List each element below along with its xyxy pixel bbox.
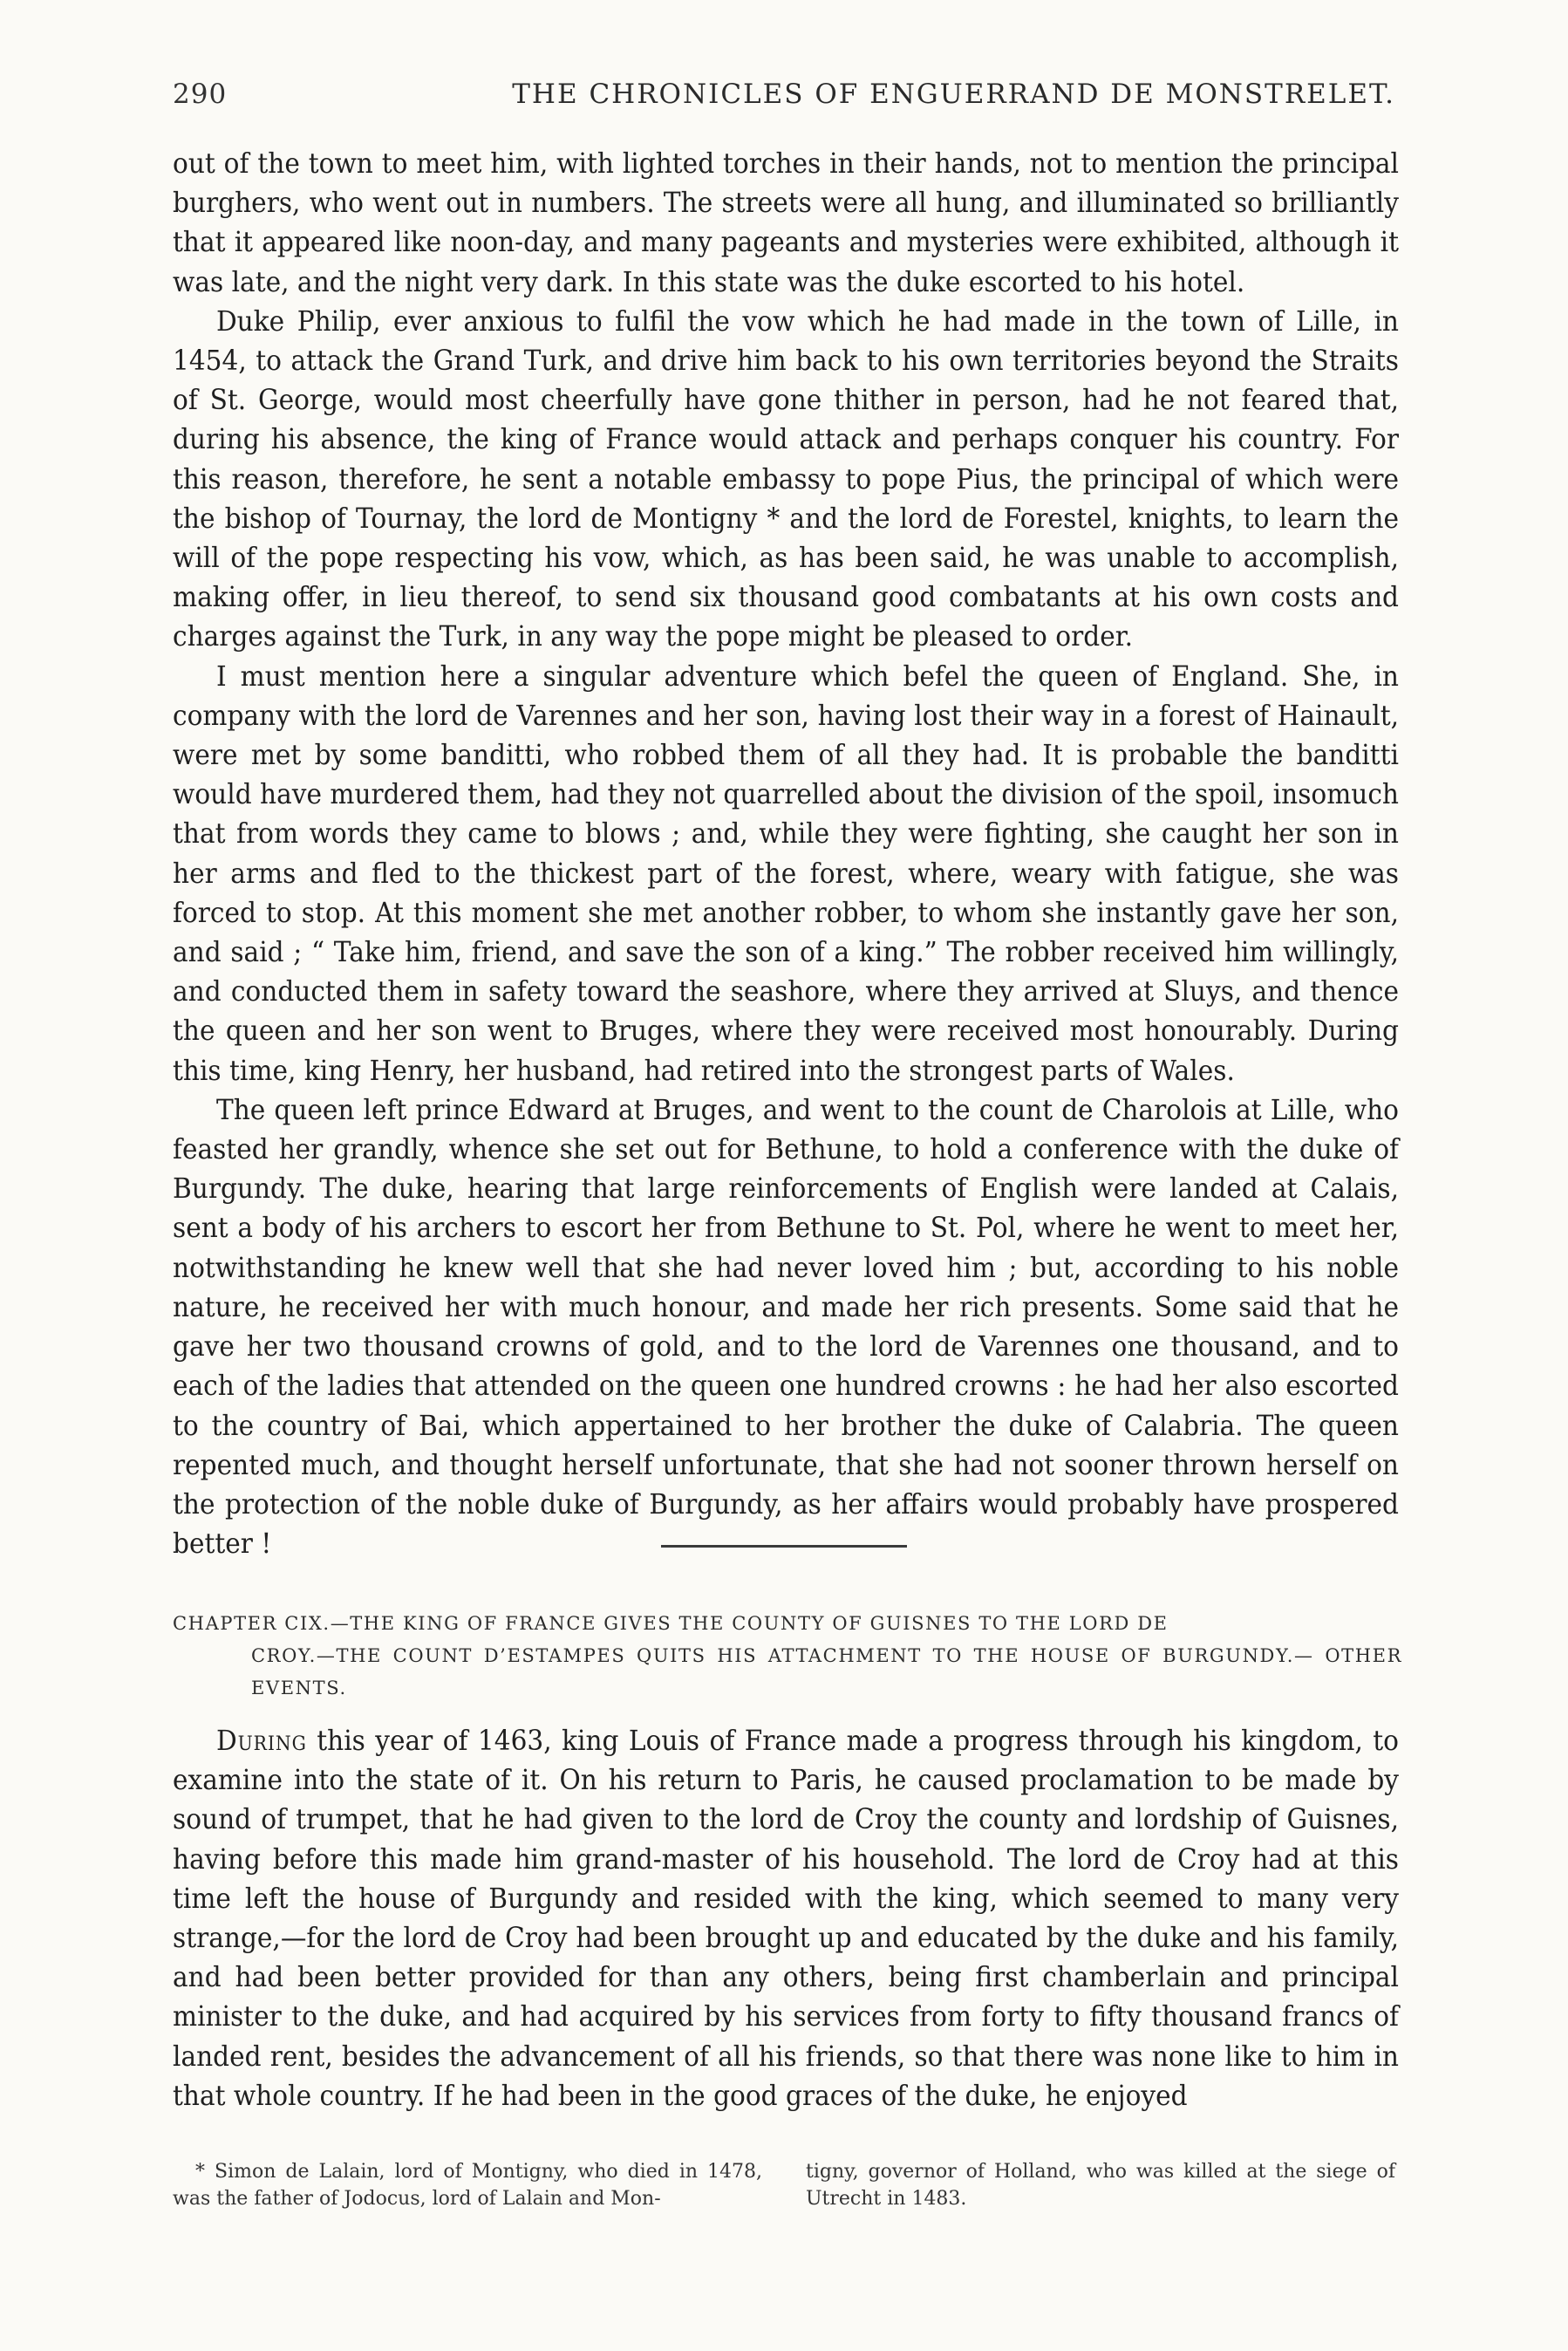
chapter-heading-lead: CHAPTER CIX.—THE KING OF FRANCE GIVES THE COUNTY OF GUISNES TO THE LORD DE — [173, 1613, 1169, 1634]
paragraph-duke-philip: Duke Philip, ever anxious to fulfil the vow which he had made in the town of Lille, in 1454, to attack the Grand Turk, and drive him back to his own territories beyond the Straits of St. George, would most cheerfully have gone thither in person, had he not feared that, during his absence, the king of France would attack and perhaps conquer his country. For this reason, therefore, he sent a notable embassy to pope Pius, the principal of which were the bishop of Tournay, the lord de Montigny * and the lord de Forestel, knights, to learn the will of the pope respecting his vow, which, as has been said, he was unable to accomplish, making offer, in lieu thereof, to send six thousand good combatants at his own costs and charges against the Turk, in any way the pope might be pleased to order. — [173, 304, 1400, 653]
page-header — [173, 79, 1395, 117]
footnote-right-column: tigny, governor of Holland, who was killed at the siege of Utrecht in 1483. — [806, 2161, 1395, 2210]
footnote-left-column: * Simon de Lalain, lord of Montigny, who died in 1478, was the father of Jodocus, lord of Lalain and Mon- — [173, 2161, 762, 2210]
section-divider — [661, 1545, 907, 1548]
chapter-body — [173, 1721, 1399, 2115]
paragraph-queen-bruges: The queen left prince Edward at Bruges, and went to the count de Charolois at Lille, who feasted her grandly, whence she set out for Bethune, to hold a conference with the duke of Burgundy. The duke, hearing that large reinforcements of English were landed at Calais, sent a body of his archers to escort her from Bethune to St. Pol, where he went to meet her, notwithstanding he knew well that she had never loved him ; but, according to his noble nature, he received her with much honour, and made her rich presents. Some said that he gave her two thousand crowns of gold, and to the lord de Varennes one thousand, and to each of the ladies that attended on the queen one hundred crowns : he had her also escorted to the country of Bai, which appertained to her brother the duke of Calabria. The queen repented much, and thought herself unfortunate, that she had not sooner thrown herself on the protection of the noble duke of Burgundy, as her affairs would probably have prospered better ! — [173, 1092, 1400, 1561]
paragraph-queen-adventure: I must mention here a singular adventure which befel the queen of England. She, in company with the lord de Varennes and her son, having lost their way in a forest of Hainault, were met by some banditti, who robbed them of all they had. It is probable the banditti would have murdered them, had they not quarrelled about the division of the spoil, insomuch that from words they came to blows ; and, while they were fighting, she caught her son in her arms and fled to the thickest part of the forest, where, weary with fatigue, she was forced to stop. At this moment she met another robber, to whom she instantly gave her son, and said ; “ Take him, friend, and save the son of a king.” The robber received him willingly, and conducted them in safety toward the seashore, where they arrived at Sluys, and thence the queen and her son went to Bruges, where they were received most honourably. During this time, king Henry, her husband, had retired into the strongest parts of Wales. — [173, 659, 1400, 1087]
chapter-opening-paragraph — [173, 1721, 1399, 2115]
main-text — [173, 144, 1399, 1563]
chapter-heading-rest: CROY.—THE COUNT D’ESTAMPES QUITS HIS ATTACHMENT TO THE HOUSE OF BURGUNDY.— OTHER EVENTS. — [251, 1645, 1402, 1698]
chapter-heading — [173, 1608, 1402, 1705]
running-head: THE CHRONICLES OF ENGUERRAND DE MONSTRELET. — [512, 79, 1395, 110]
footnotes — [173, 2158, 1395, 2212]
chapter-opening-text: this year of 1463, king Louis of France made a progress through his kingdom, to examine into the state of it. On his return to Paris, he caused proclamation to be made by sound of trumpet, that he had given to the lord de Croy the county and lordship of Guisnes, having before this made him grand-master of his household. The lord de Croy had at this time left the house of Burgundy and resided with the king, which seemed to many very strange,—for the lord de Croy had been brought up and educated by the duke and his family, and had been better provided for than any others, being first chamberlain and principal minister to the duke, and had acquired by his services from forty to fifty thousand francs of landed rent, besides the advancement of all his friends, so that there was none like to him in that whole country. If he had been in the good graces of the duke, he enjoyed — [173, 1724, 1399, 2112]
page-number: 290 — [173, 79, 228, 110]
paragraph-continuation: out of the town to meet him, with lighted torches in their hands, not to mention the principal burghers, who went out in numbers. The streets were all hung, and illuminated so brilliantly that it appeared like noon-day, and many pageants and mysteries were exhibited, although it was late, and the night very dark. In this state was the duke escorted to his hotel. — [173, 147, 1399, 298]
chapter-opening-word: During — [215, 1724, 307, 1757]
